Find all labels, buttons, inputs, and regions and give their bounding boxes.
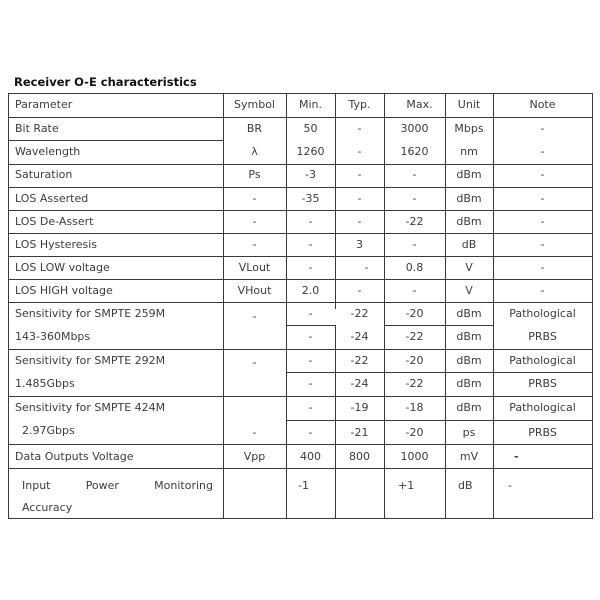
cell-symbol: - bbox=[252, 238, 257, 251]
grid-line bbox=[286, 372, 593, 373]
cell-min: - bbox=[308, 426, 313, 439]
cell-typ: -24 bbox=[350, 377, 369, 390]
cell-parameter: Bit Rate bbox=[15, 122, 59, 135]
cell-symbol: - bbox=[252, 356, 257, 369]
cell-min: - bbox=[308, 261, 313, 274]
cell-min: -35 bbox=[301, 192, 320, 205]
cell-typ: 3 bbox=[356, 238, 363, 251]
grid-line bbox=[8, 117, 593, 118]
cell-min: - bbox=[308, 401, 313, 414]
cell-min: 1260 bbox=[296, 145, 325, 158]
cell-unit: dBm bbox=[456, 330, 482, 343]
cell-min: - bbox=[308, 377, 313, 390]
cell-unit: dB bbox=[458, 479, 473, 492]
cell-symbol: λ bbox=[251, 145, 258, 158]
grid-line bbox=[8, 187, 593, 188]
header-typ: Typ. bbox=[348, 98, 371, 111]
cell-note: Pathological bbox=[509, 354, 576, 367]
cell-typ: - bbox=[357, 122, 362, 135]
cell-min: 50 bbox=[303, 122, 318, 135]
cell-symbol: - bbox=[252, 310, 257, 323]
cell-typ: - bbox=[364, 261, 369, 274]
cell-typ: - bbox=[357, 168, 362, 181]
cell-parameter-line1: Sensitivity for SMPTE 292M bbox=[15, 354, 166, 367]
cell-unit: dBm bbox=[456, 354, 482, 367]
grid-line bbox=[8, 210, 593, 211]
cell-min: - bbox=[308, 307, 313, 320]
cell-parameter: LOS Hysteresis bbox=[15, 238, 98, 251]
cell-min: - bbox=[308, 354, 313, 367]
grid-line bbox=[335, 325, 336, 519]
cell-note-line1: Pathological bbox=[509, 307, 576, 320]
cell-parameter: LOS Asserted bbox=[15, 192, 89, 205]
cell-typ: - bbox=[357, 145, 362, 158]
cell-unit: nm bbox=[460, 145, 478, 158]
grid-line bbox=[8, 93, 9, 519]
header-max: Max. bbox=[406, 98, 433, 111]
cell-unit: dBm bbox=[456, 401, 482, 414]
cell-typ: -19 bbox=[350, 401, 369, 414]
grid-line bbox=[8, 140, 223, 141]
cell-max: -22 bbox=[405, 215, 424, 228]
cell-note: - bbox=[540, 238, 545, 251]
header-note: Note bbox=[529, 98, 556, 111]
cell-min: -1 bbox=[298, 479, 309, 492]
cell-symbol: Ps bbox=[248, 168, 261, 181]
cell-note: - bbox=[540, 145, 545, 158]
cell-max: - bbox=[412, 284, 417, 297]
word: Input bbox=[22, 479, 51, 492]
grid-line bbox=[8, 468, 593, 469]
cell-parameter: Wavelength bbox=[15, 145, 81, 158]
cell-note: - bbox=[540, 215, 545, 228]
grid-line bbox=[8, 279, 593, 280]
cell-min: 400 bbox=[300, 450, 321, 463]
grid-line bbox=[8, 302, 593, 303]
cell-typ: 800 bbox=[349, 450, 370, 463]
cell-parameter: LOS LOW voltage bbox=[15, 261, 110, 274]
cell-typ: - bbox=[357, 215, 362, 228]
cell-typ: -22 bbox=[350, 307, 369, 320]
cell-max: +1 bbox=[398, 479, 415, 492]
cell-min: 2.0 bbox=[301, 284, 320, 297]
cell-max: -20 bbox=[405, 354, 424, 367]
cell-unit: dB bbox=[461, 238, 477, 251]
cell-unit: ps bbox=[462, 426, 476, 439]
cell-parameter-line2: 143-360Mbps bbox=[15, 330, 91, 343]
grid-line bbox=[592, 93, 593, 519]
cell-parameter-line2: 1.485Gbps bbox=[15, 377, 75, 390]
cell-symbol: VLout bbox=[238, 261, 271, 274]
cell-max: 1000 bbox=[400, 450, 429, 463]
cell-max: -22 bbox=[405, 377, 424, 390]
cell-note: - bbox=[508, 479, 512, 492]
cell-parameter-line2: Accuracy bbox=[22, 501, 73, 514]
cell-min: - bbox=[308, 330, 313, 343]
cell-max: - bbox=[412, 192, 417, 205]
cell-note: - bbox=[540, 284, 545, 297]
cell-max: - bbox=[412, 238, 417, 251]
cell-max: - bbox=[412, 168, 417, 181]
grid-line bbox=[384, 93, 385, 519]
cell-min: -3 bbox=[305, 168, 316, 181]
cell-typ: - bbox=[357, 284, 362, 297]
cell-unit: dBm bbox=[456, 377, 482, 390]
header-unit: Unit bbox=[457, 98, 481, 111]
cell-symbol: Vpp bbox=[243, 450, 266, 463]
cell-typ: -21 bbox=[350, 426, 369, 439]
grid-line bbox=[384, 325, 493, 326]
table-title: Receiver O-E characteristics bbox=[14, 75, 197, 89]
cell-typ: -24 bbox=[350, 330, 369, 343]
header-parameter: Parameter bbox=[15, 98, 73, 111]
grid-line bbox=[8, 518, 593, 519]
cell-note: PRBS bbox=[528, 426, 557, 439]
cell-parameter: Saturation bbox=[15, 168, 73, 181]
cell-note: PRBS bbox=[528, 377, 557, 390]
cell-symbol: - bbox=[252, 215, 257, 228]
word: Monitoring bbox=[154, 479, 213, 492]
grid-line bbox=[335, 93, 336, 309]
cell-unit: dBm bbox=[456, 215, 482, 228]
grid-line bbox=[8, 349, 593, 350]
grid-line bbox=[8, 256, 593, 257]
cell-parameter: LOS HIGH voltage bbox=[15, 284, 113, 297]
cell-unit: Mbps bbox=[454, 122, 484, 135]
grid-line bbox=[8, 93, 593, 94]
header-min: Min. bbox=[298, 98, 322, 111]
header-symbol: Symbol bbox=[234, 98, 275, 111]
cell-parameter-line2: 2.97Gbps bbox=[22, 424, 75, 437]
word: Power bbox=[85, 479, 119, 492]
cell-unit: dBm bbox=[456, 307, 482, 320]
cell-min: - bbox=[308, 215, 313, 228]
cell-unit: V bbox=[465, 284, 473, 297]
cell-typ: - bbox=[357, 192, 362, 205]
grid-line bbox=[445, 93, 446, 519]
cell-unit: V bbox=[465, 261, 473, 274]
cell-unit: dBm bbox=[456, 192, 482, 205]
cell-note: Pathological bbox=[509, 401, 576, 414]
cell-note: - bbox=[540, 122, 545, 135]
grid-line bbox=[286, 325, 335, 326]
cell-note: - bbox=[514, 450, 519, 463]
cell-parameter-line1: Sensitivity for SMPTE 259M bbox=[15, 307, 166, 320]
grid-line bbox=[286, 93, 287, 519]
cell-parameter-line1: Sensitivity for SMPTE 424M bbox=[15, 401, 166, 414]
cell-max: 1620 bbox=[400, 145, 429, 158]
cell-symbol: - bbox=[252, 426, 257, 439]
cell-max: 3000 bbox=[400, 122, 429, 135]
cell-unit: dBm bbox=[456, 168, 482, 181]
cell-note: - bbox=[540, 261, 545, 274]
cell-unit: mV bbox=[459, 450, 479, 463]
cell-min: - bbox=[308, 238, 313, 251]
cell-parameter: LOS De-Assert bbox=[15, 215, 94, 228]
cell-parameter: Data Outputs Voltage bbox=[15, 450, 134, 463]
cell-max: -22 bbox=[405, 330, 424, 343]
grid-line bbox=[493, 93, 494, 519]
cell-typ: -22 bbox=[350, 354, 369, 367]
cell-max: -20 bbox=[405, 307, 424, 320]
grid-line bbox=[8, 164, 593, 165]
grid-line bbox=[8, 396, 593, 397]
cell-max: -18 bbox=[405, 401, 424, 414]
grid-line bbox=[8, 444, 593, 445]
grid-line bbox=[223, 93, 224, 519]
grid-line bbox=[8, 233, 593, 234]
cell-symbol: - bbox=[252, 192, 257, 205]
grid-line bbox=[286, 420, 593, 421]
cell-note-line2: PRBS bbox=[528, 330, 557, 343]
cell-parameter-line1 bbox=[8, 479, 223, 493]
cell-symbol: VHout bbox=[237, 284, 272, 297]
cell-note: - bbox=[540, 192, 545, 205]
cell-symbol: BR bbox=[246, 122, 263, 135]
cell-max: -20 bbox=[405, 426, 424, 439]
cell-note: - bbox=[540, 168, 545, 181]
cell-max: 0.8 bbox=[405, 261, 424, 274]
